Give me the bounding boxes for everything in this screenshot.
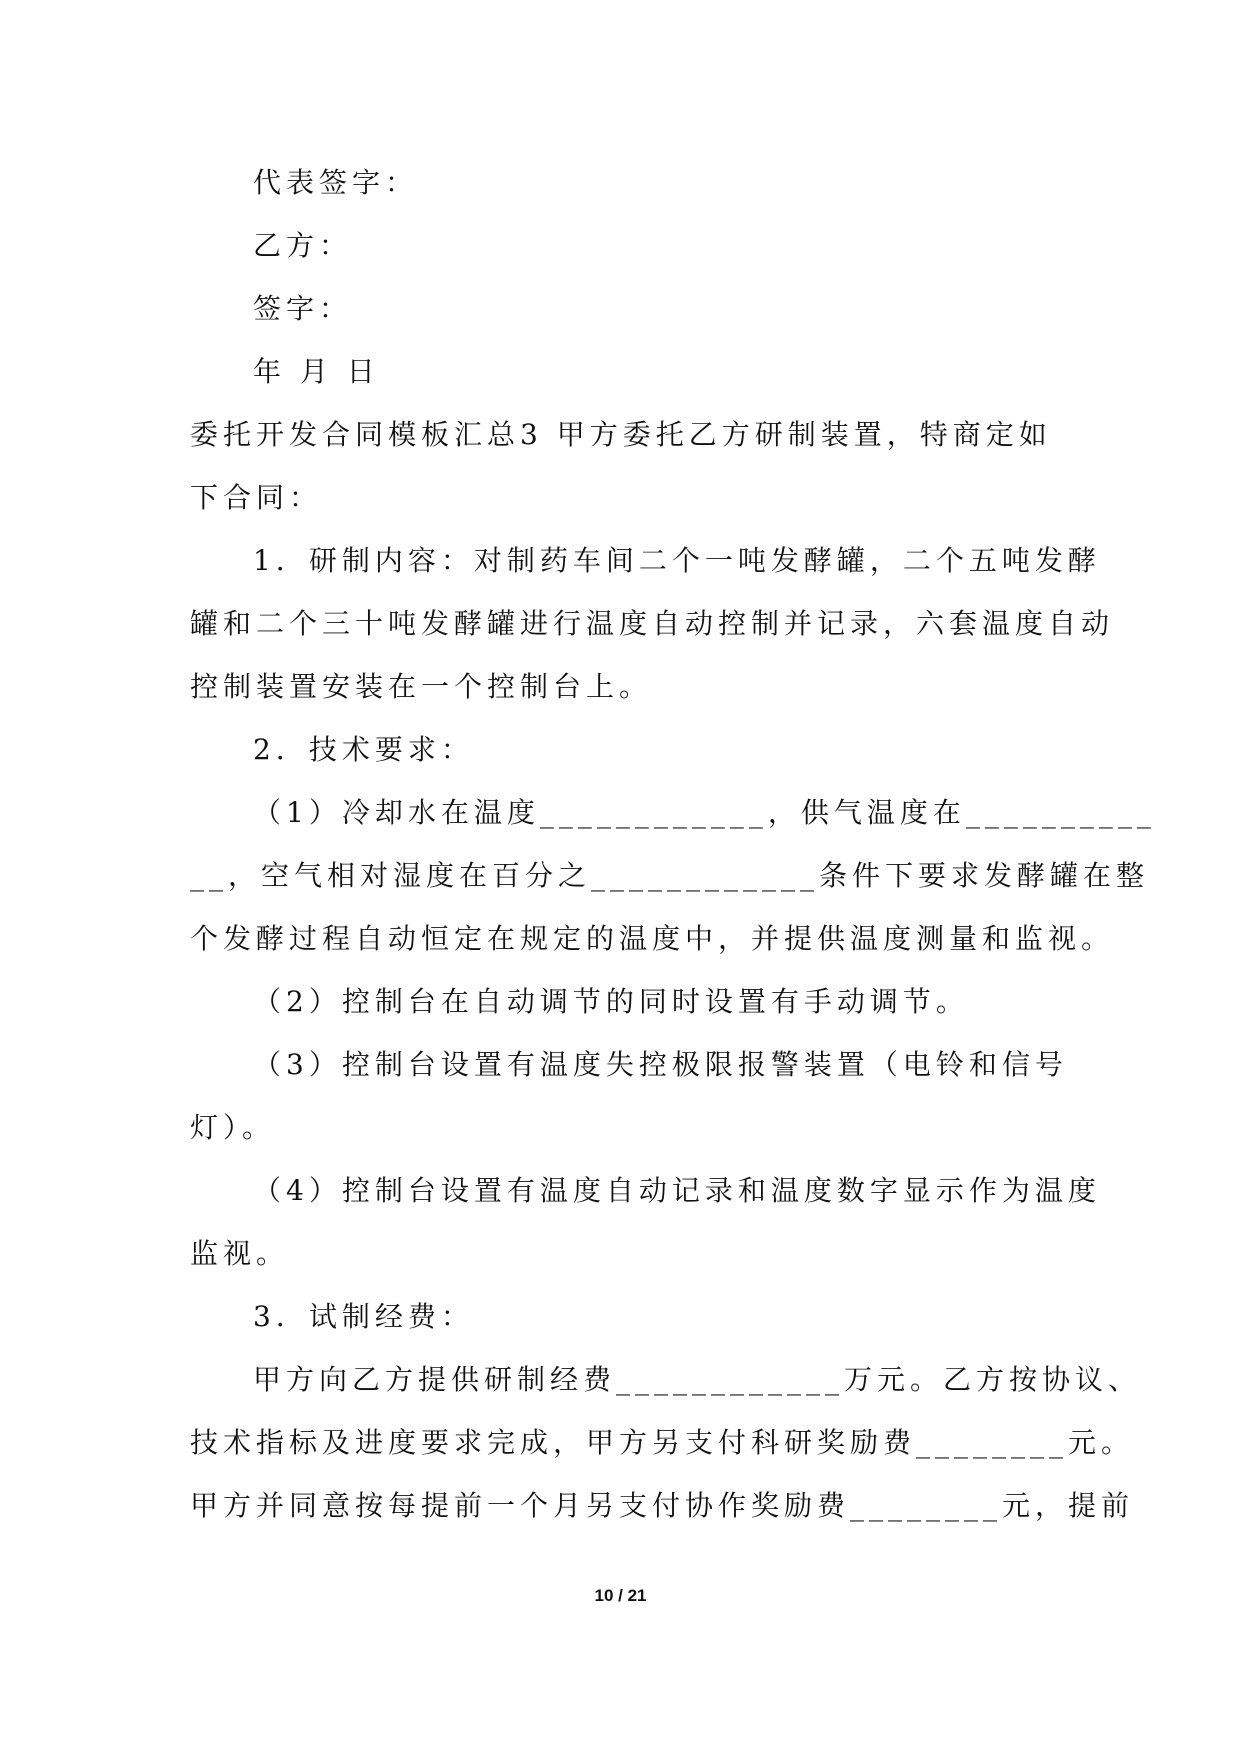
paragraph-line: 灯）。	[190, 1111, 276, 1144]
section-3-heading: 3．试制经费：	[253, 1300, 474, 1333]
contract-heading-line: 委托开发合同模板汇总3 甲方委托乙方研制装置，特商定如	[190, 418, 1052, 451]
paragraph-line: 个发酵过程自动恒定在规定的温度中，并提供温度测量和监视。	[190, 922, 1115, 955]
item-4-line: （4）控制台设置有温度自动记录和温度数字显示作为温度	[253, 1174, 1101, 1207]
funding-line: 甲方向乙方提供研制经费____________万元。乙方按协议、	[253, 1363, 1142, 1396]
page-number: 10 / 21	[594, 1586, 647, 1605]
section-2-heading: 2．技术要求：	[253, 733, 474, 766]
paragraph-line: 罐和二个三十吨发酵罐进行温度自动控制并记录，六套温度自动	[190, 607, 1115, 640]
paragraph-line: 甲方并同意按每提前一个月另支付协作奖励费________元，提前	[190, 1489, 1135, 1522]
paragraph-line: 控制装置安装在一个控制台上。	[190, 670, 653, 703]
signature-label: 签字：	[253, 292, 353, 325]
item-1-line: （1）冷却水在温度____________，供气温度在__________	[253, 796, 1156, 829]
party-b-label: 乙方：	[253, 229, 353, 262]
item-3-line: （3）控制台设置有温度失控极限报警装置（电铃和信号	[253, 1048, 1068, 1081]
date-label: 年 月 日	[253, 355, 380, 388]
signature-rep-label: 代表签字：	[253, 166, 419, 199]
paragraph-line: __，空气相对湿度在百分之____________条件下要求发酵罐在整	[190, 859, 1150, 892]
paragraph-line: 技术指标及进度要求完成，甲方另支付科研奖励费________元。	[190, 1426, 1135, 1459]
section-1-line: 1．研制内容：对制药车间二个一吨发酵罐，二个五吨发酵	[253, 544, 1101, 577]
item-2-line: （2）控制台在自动调节的同时设置有手动调节。	[253, 985, 969, 1018]
paragraph-line: 监视。	[190, 1237, 290, 1270]
paragraph-line: 下合同：	[190, 481, 323, 514]
